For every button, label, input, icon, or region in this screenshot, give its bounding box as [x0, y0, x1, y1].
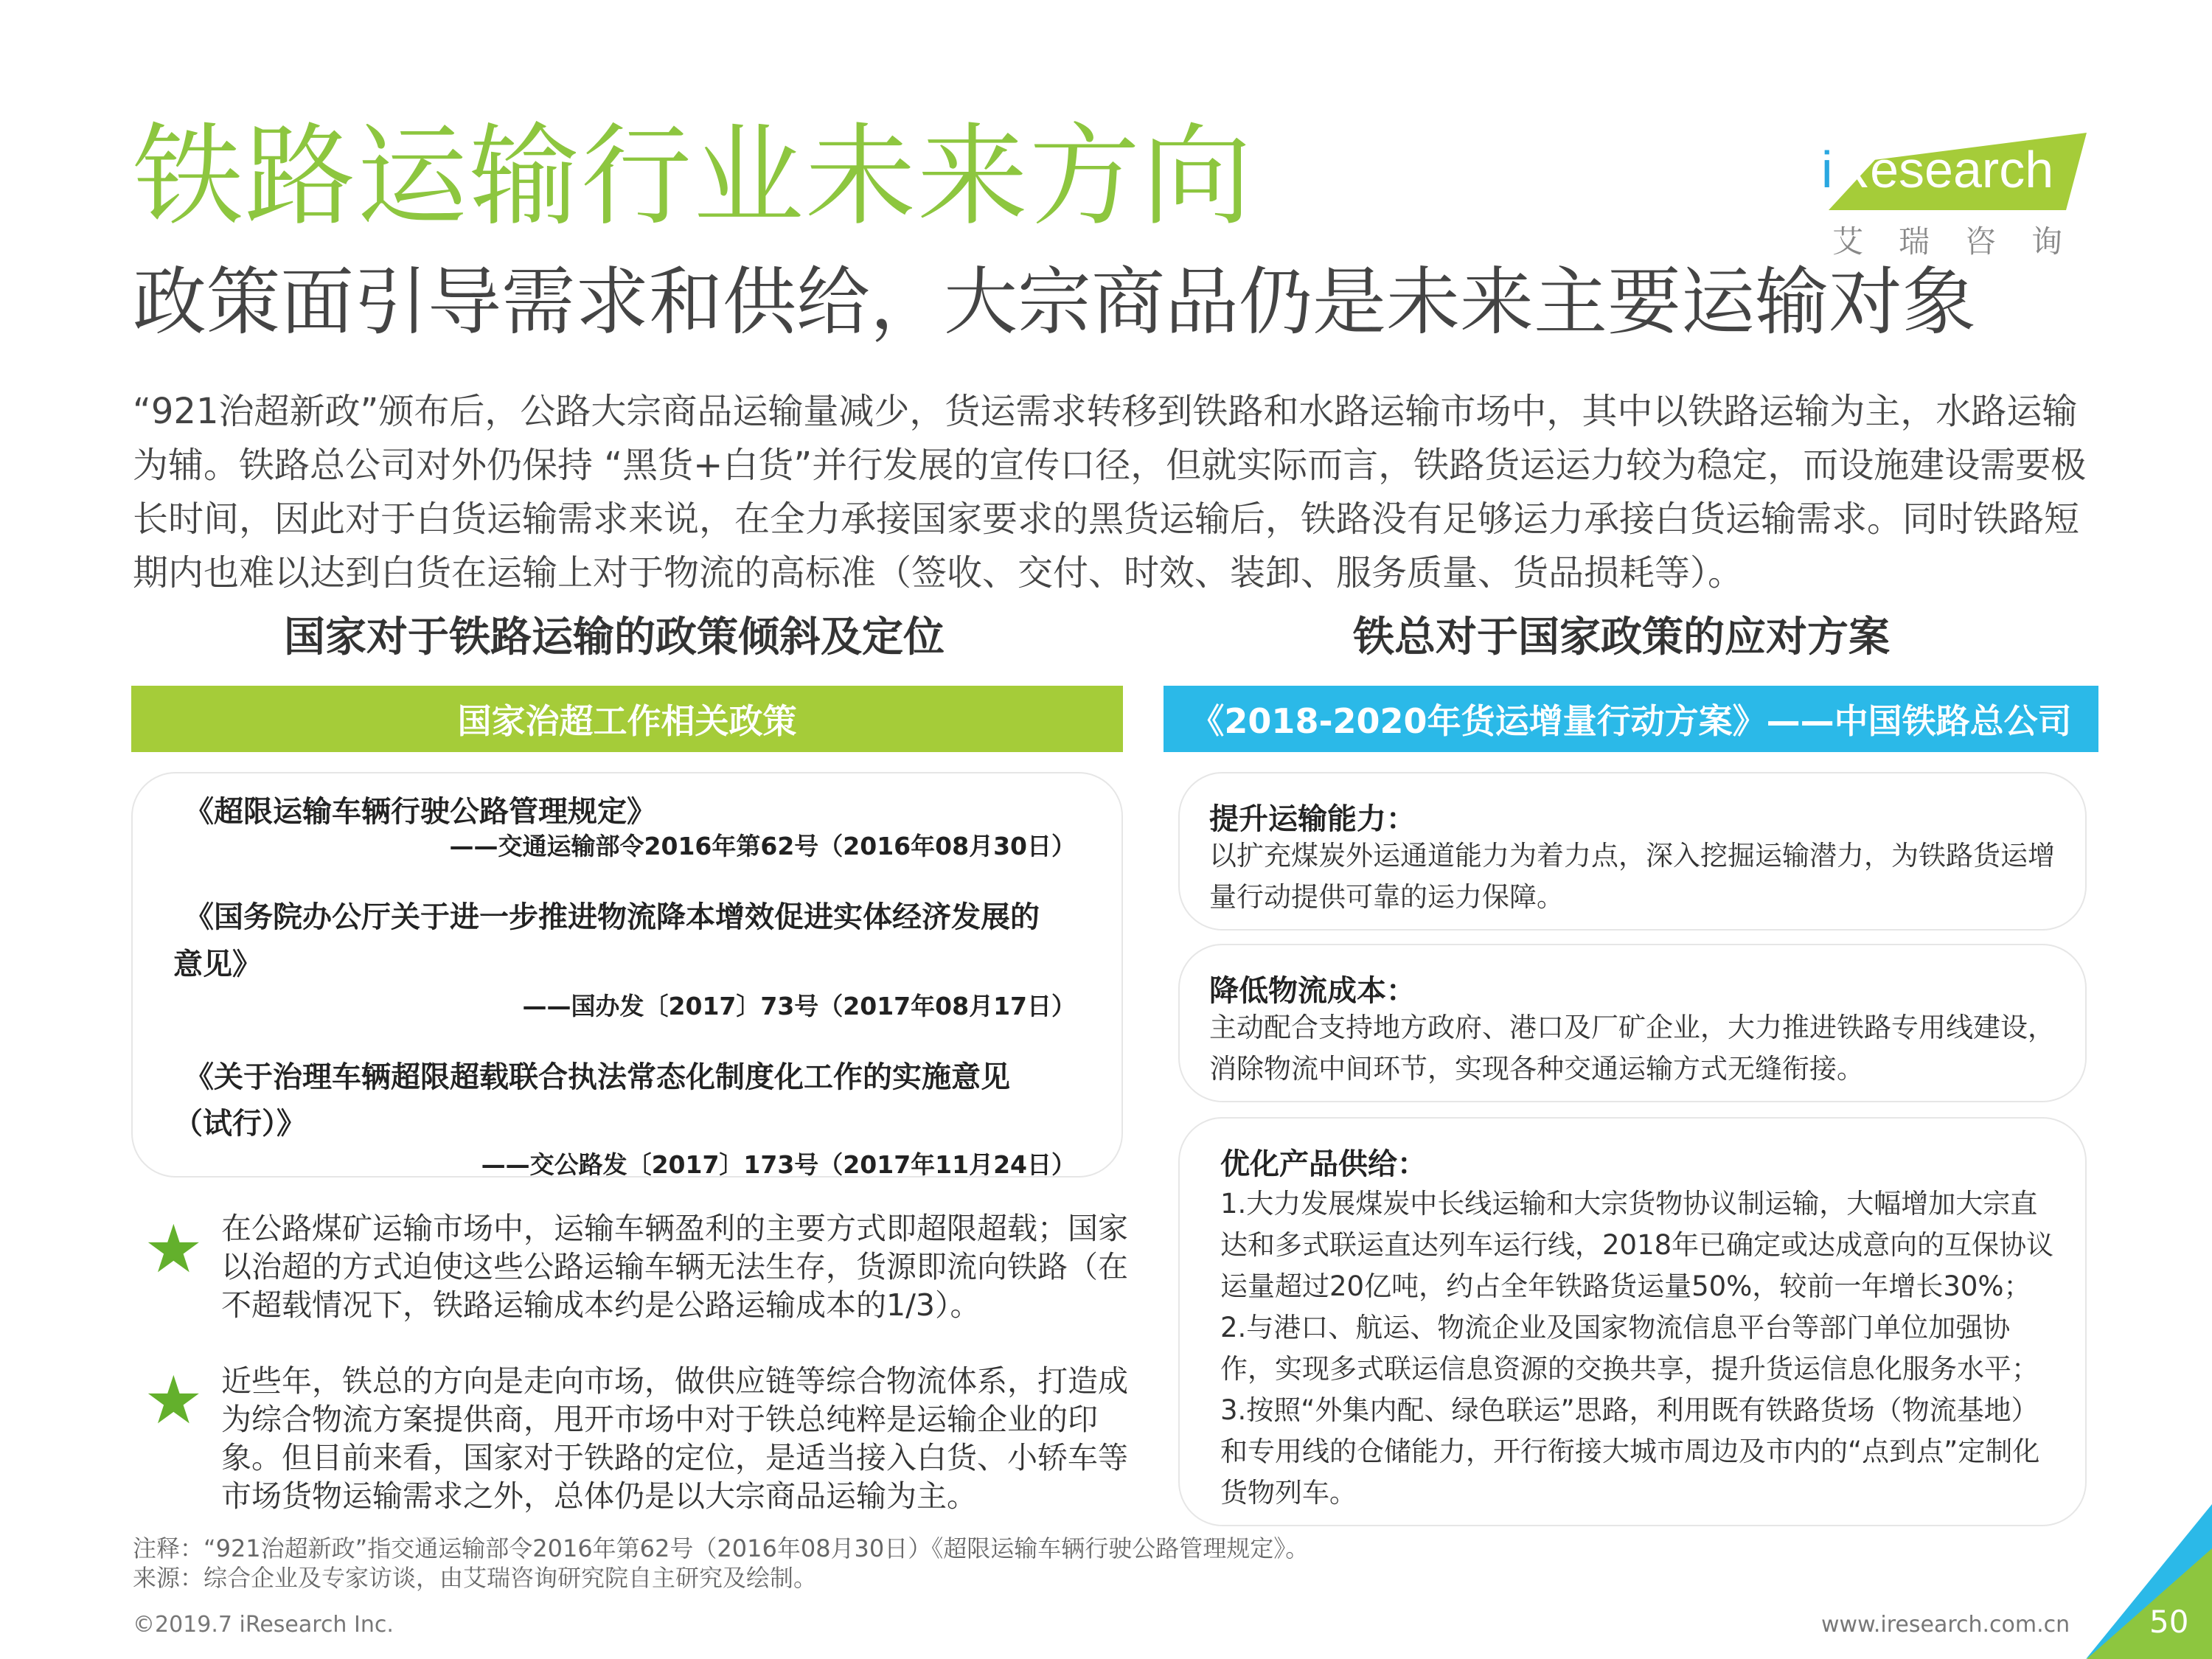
- action-card-supply: [1178, 1117, 2087, 1526]
- action-item: 1.大力发展煤炭中长线运输和大宗货物协议制运输，大幅增加大宗直达和多式联运直达列车运行线，2018年已确定或达成意向的互保协议运量超过20亿吨，约占全年铁路货运量50%，较前一年增长30%；: [1220, 1188, 2054, 1302]
- note-item: 在公路煤矿运输市场中，运输车辆盈利的主要方式即超限超载；国家以治超的方式迫使这些公路运输车辆无法生存，货源即流向铁路（在不超载情况下，铁路运输成本约是公路运输成本的1/3）。: [221, 1211, 1128, 1323]
- note-item: 近些年，铁总的方向是走向市场，做供应链等综合物流体系，打造成为综合物流方案提供商，甩开市场中对于铁总纯粹是运输企业的印象。但目前来看，国家对于铁路的定位，是适当接入白货、小轿车等市场货物运输需求之外，总体仍是以大宗商品运输为主。: [221, 1363, 1128, 1514]
- action-card-title: 优化产品供给：: [1220, 1147, 1427, 1181]
- logo-wordmark: iResearch: [1821, 141, 2054, 198]
- policy-title: 《国务院办公厅关于进一步推进物流降本增效促进实体经济发展的: [184, 900, 1040, 934]
- right-column-heading: 铁总对于国家政策的应对方案: [1353, 613, 1890, 661]
- action-card-body: 主动配合支持地方政府、港口及厂矿企业，大力推进铁路专用线建设，消除物流中间环节，实现各种交通运输方式无缝衔接。: [1209, 1012, 2055, 1085]
- logo-chinese: 艾瑞咨询: [1832, 223, 2098, 260]
- policy-reference: ——交公路发〔2017〕173号（2017年11月24日）: [481, 1150, 1076, 1179]
- footnote: [133, 1534, 1309, 1593]
- star-icon: ★: [144, 1362, 204, 1439]
- action-card-cost: [1178, 944, 2087, 1102]
- action-card-capacity: [1178, 772, 2087, 931]
- policy-title: 《超限运输车辆行驶公路管理规定》: [184, 795, 656, 829]
- action-card-title: 提升运输能力：: [1209, 802, 1416, 836]
- policy-title-continued: 意见》: [173, 947, 262, 981]
- policy-title-continued: （试行）》: [173, 1107, 306, 1141]
- left-column-heading: 国家对于铁路运输的政策倾斜及定位: [284, 613, 945, 661]
- page-title: 铁路运输行业未来方向: [133, 113, 1254, 241]
- action-item: 2.与港口、航运、物流企业及国家物流信息平台等部门单位加强协作，实现多式联运信息资源的交换共享，提升货运信息化服务水平；: [1220, 1312, 2039, 1385]
- policy-reference: ——国办发〔2017〕73号（2017年08月17日）: [522, 992, 1076, 1020]
- action-plan-banner: 《2018-2020年货运增量行动方案》——中国铁路总公司: [1164, 686, 2098, 752]
- star-icon: ★: [144, 1211, 204, 1288]
- policy-banner: 国家治超工作相关政策: [131, 686, 1123, 752]
- policy-title: 《关于治理车辆超限超载联合执法常态化制度化工作的实施意见: [184, 1060, 1010, 1094]
- website-link[interactable]: www.iresearch.com.cn: [1821, 1612, 2070, 1638]
- action-item: 3.按照“外集内配、绿色联运”思路，利用既有铁路货场（物流基地）和专用线的仓储能力，开行衔接大城市周边及市内的“点到点”定制化货物列车。: [1220, 1394, 2040, 1509]
- footnote-source: 来源：综合企业及专家访谈，由艾瑞咨询研究院自主研究及绘制。: [133, 1564, 818, 1592]
- action-card-body: 以扩充煤炭外运通道能力为着力点，深入挖掘运输潜力，为铁路货运增量行动提供可靠的运力保障。: [1209, 840, 2055, 913]
- page-number: 50: [2149, 1604, 2189, 1640]
- intro-paragraph: “921治超新政”颁布后，公路大宗商品运输量减少，货运需求转移到铁路和水路运输市场中，其中以铁路运输为主，水路运输为辅。铁路总公司对外仍保持 “黑货+白货”并行发展的宣传口径，但就实际而言，铁路货运运力较为稳定，而设施建设需要极长时间，因此对于白货运输需求来说，在全力承接国家要求的黑货运输后，铁路没有足够运力承接白货运输需求。同时铁路短期内也难以达到白货在运输上对于物流的高标准（签收、交付、时效、装卸、服务质量、货品损耗等）。: [133, 391, 2087, 594]
- action-card-body: [1220, 1183, 2063, 1514]
- copyright: ©2019.7 iResearch Inc.: [133, 1612, 394, 1638]
- footnote-note: 注释：“921治超新政”指交通运输部令2016年第62号（2016年08月30日）《超限运输车辆行驶公路管理规定》。: [133, 1534, 1310, 1562]
- action-card-title: 降低物流成本：: [1209, 974, 1416, 1008]
- page-subtitle: 政策面引导需求和供给，大宗商品仍是未来主要运输对象: [133, 259, 1976, 345]
- policy-reference: ——交通运输部令2016年第62号（2016年08月30日）: [449, 832, 1076, 860]
- iresearch-logo: [1821, 118, 2116, 258]
- policy-list-card: [131, 772, 1123, 1178]
